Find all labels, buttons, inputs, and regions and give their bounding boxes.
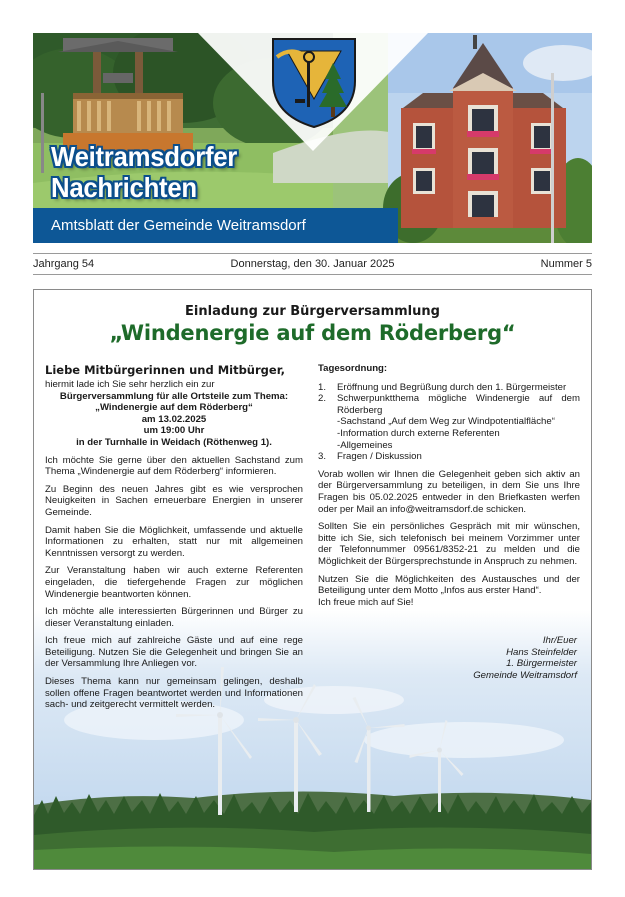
agenda-number: 2. xyxy=(318,393,327,405)
paragraph: Vorab wollen wir Ihnen die Gelegenheit geben sich aktiv an der Bürgerversammlung zu beteiligen, in dem Sie uns Ihre Fragen bis 05.02.2025 entweder in den Briefkasten werfen oder per Mail an info@weitramsdorf.de schicken. xyxy=(318,468,580,515)
agenda-list xyxy=(318,382,580,463)
article-box xyxy=(33,289,592,870)
issue-number: Nummer 5 xyxy=(540,258,592,270)
event-date: am 13.02.2025 xyxy=(141,413,207,425)
agenda-number: 1. xyxy=(318,381,327,393)
masthead-subtitle: Amtsblatt der Gemeinde Weitramsdorf xyxy=(51,217,306,234)
agenda-text: Schwerpunktthema mögliche Windenergie auf dem Röderberg xyxy=(337,393,580,416)
agenda-item xyxy=(318,382,580,394)
paragraph: Ich freue mich auf zahlreiche Gäste und auf eine rege Beteiligung. Nutzen Sie die Gelegenheit und bringen Sie an der Versammlung Ihre Anliegen vor. xyxy=(45,635,303,670)
signature xyxy=(473,635,577,681)
paragraph: Ich möchte alle interessierten Bürgerinnen und Bürger zu dieser Veranstaltung einladen. xyxy=(45,606,303,629)
issue-volume: Jahrgang 54 xyxy=(33,258,95,270)
article-headline: „Windenergie auf dem Röderberg“ xyxy=(109,321,516,345)
agenda-subitem: -Allgemeines xyxy=(337,439,393,451)
agenda-number: 3. xyxy=(318,451,327,463)
paragraph: Damit haben Sie die Möglichkeit, umfassende und aktuelle Informationen zu erhalten, statt nur mit allgemeinen Kenntnissen versorgt zu werden. xyxy=(45,524,303,559)
event-location: in der Turnhalle in Weidach (Röthenweg 1). xyxy=(76,436,272,448)
header-banner xyxy=(33,33,592,243)
subtitle-bar xyxy=(33,208,398,243)
masthead-title-line1: Weitramsdorfer xyxy=(51,141,238,172)
paragraph: Sollten Sie ein persönliches Gespräch mit mir wünschen, bitte ich Sie, sich telefonisch bei meinem Vorzimmer unter der Telefonnummer 09561/8352-21 zu melden und die Möglichkeit der Bürgersprechstunde in Anspruch zu nehmen. xyxy=(318,521,580,567)
agenda-subitem: -Sachstand „Auf dem Weg zur Windpotentialfläche“ xyxy=(337,416,555,428)
closing: Ich freue mich auf Sie! xyxy=(318,596,414,608)
agenda-item xyxy=(318,451,580,463)
article-right-column xyxy=(318,363,580,614)
event-topic: „Windenergie auf dem Röderberg“ xyxy=(95,402,253,414)
signature-greeting: Ihr/Euer xyxy=(542,635,577,646)
signature-name: Hans Steinfelder xyxy=(506,646,577,658)
article-kicker: Einladung zur Bürgerversammlung xyxy=(185,304,440,319)
paragraph: Dieses Thema kann nur gemeinsam gelingen, deshalb sollen offene Fragen beantwortet werden und Informationen sach- und zeitgerecht vermittelt werden. xyxy=(45,676,303,711)
intro-text: hiermit lade ich Sie sehr herzlich ein zur xyxy=(45,379,215,390)
agenda-item xyxy=(318,393,580,451)
agenda-text: Fragen / Diskussion xyxy=(337,451,422,463)
salutation: Liebe Mitbürgerinnen und Mitbürger, xyxy=(45,363,286,377)
paragraph: Zu Beginn des neuen Jahres gibt es wie versprochen Neuigkeiten in Sachen erneuerbare Energien in unserer Gemeinde. xyxy=(45,483,303,518)
masthead-title-line2: Nachrichten xyxy=(51,172,197,203)
article-left-column xyxy=(45,363,303,717)
agenda-title: Tagesordnung: xyxy=(318,363,388,374)
signature-organisation: Gemeinde Weitramsdorf xyxy=(473,669,577,681)
paragraph: Ich möchte Sie gerne über den aktuellen Sachstand zum Thema „Windenergie auf dem Röderberg“ informieren. xyxy=(45,454,303,478)
event-line: Bürgerversammlung für alle Ortsteile zum Thema: xyxy=(59,390,289,402)
paragraph: Nutzen Sie die Möglichkeiten des Austausches und der Beteiligung unter dem Motto „Infos aus erster Hand“. xyxy=(318,573,580,597)
paragraph: Zur Veranstaltung haben wir auch externe Referenten eingeladen, die tiefergehende Fragen zur möglichen Windenergie beantworten können. xyxy=(45,565,303,600)
issue-date: Donnerstag, den 30. Januar 2025 xyxy=(230,258,395,270)
signature-role: 1. Bürgermeister xyxy=(506,658,577,670)
top-rule xyxy=(33,253,592,254)
masthead-title xyxy=(51,141,253,203)
event-time: um 19:00 Uhr xyxy=(143,425,205,437)
bottom-rule xyxy=(33,274,592,275)
agenda-text: Eröffnung und Begrüßung durch den 1. Bürgermeister xyxy=(337,381,567,393)
coat-of-arms-icon xyxy=(269,37,359,129)
agenda-subitem: -Information durch externe Referenten xyxy=(337,427,500,439)
